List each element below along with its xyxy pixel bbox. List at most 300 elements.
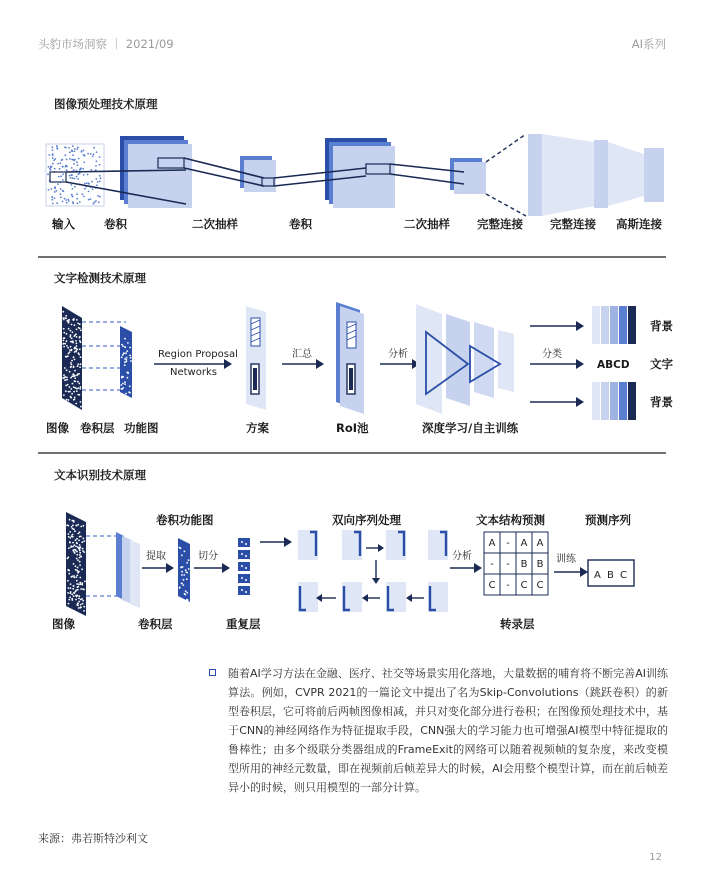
pattern-dot	[74, 397, 76, 399]
pattern-dot	[77, 567, 79, 569]
pattern-dot	[186, 562, 188, 564]
pattern-dot	[122, 387, 124, 389]
pattern-dot	[83, 174, 85, 176]
pattern-dot	[75, 576, 77, 578]
pattern-dot	[69, 531, 71, 533]
pattern-dot	[62, 311, 64, 313]
pattern-dot	[65, 379, 67, 381]
pattern-dot	[74, 148, 76, 150]
pattern-dot	[83, 196, 85, 198]
pattern-dot	[120, 384, 122, 386]
pattern-dot	[74, 359, 76, 361]
pattern-dot	[76, 580, 78, 582]
pattern-dot	[77, 589, 79, 591]
pattern-dot	[68, 603, 70, 605]
pattern-dot	[76, 176, 78, 178]
pattern-dot	[58, 176, 60, 178]
pattern-dot	[72, 331, 74, 333]
pattern-dot	[81, 541, 83, 543]
pattern-dot	[73, 585, 75, 587]
grid-cell-text: C	[536, 580, 544, 591]
pattern-dot	[80, 363, 82, 365]
pattern-dot	[80, 406, 82, 408]
pattern-dot	[71, 167, 73, 169]
recog-conv-stack	[116, 532, 140, 608]
pattern-dot	[81, 582, 83, 584]
pattern-dot	[76, 525, 78, 527]
pattern-dot	[65, 315, 67, 317]
pattern-dot	[60, 162, 62, 164]
pattern-dot	[54, 191, 56, 193]
pattern-dot	[88, 199, 90, 201]
pattern-dot	[95, 200, 97, 202]
fully-connected-1	[528, 134, 542, 216]
rpn-arrow	[154, 349, 238, 378]
pattern-dot	[62, 190, 64, 192]
pattern-dot	[57, 183, 59, 185]
pattern-dot	[76, 161, 78, 163]
pattern-dot	[98, 201, 100, 203]
pattern-dot	[74, 151, 76, 153]
pattern-dot	[71, 184, 73, 186]
pattern-dot	[100, 177, 102, 179]
pattern-dot	[60, 193, 62, 195]
extract-label: 提取	[146, 551, 166, 562]
pattern-dot	[79, 554, 81, 556]
pattern-dot	[66, 345, 68, 347]
pattern-dot	[72, 546, 74, 548]
pattern-dot	[75, 403, 77, 405]
label-bidir: 双向序列处理	[332, 513, 401, 527]
pattern-dot	[80, 556, 82, 558]
pattern-dot	[79, 328, 81, 330]
grid-cell-text: -	[490, 559, 494, 570]
pattern-dot	[79, 564, 81, 566]
pattern-dot	[73, 169, 75, 171]
label-transcribe: 转录层	[500, 617, 535, 631]
pattern-dot	[76, 575, 78, 577]
pattern-dot	[76, 558, 78, 560]
pattern-dot	[50, 166, 52, 168]
label-predict: 预测序列	[585, 513, 631, 527]
pattern-dot	[71, 393, 73, 395]
pattern-dot	[83, 525, 85, 527]
pattern-dot	[76, 319, 78, 321]
pattern-dot	[80, 167, 82, 169]
grid-cell-text: A	[488, 538, 496, 549]
pattern-dot	[62, 166, 64, 168]
pattern-dot	[82, 548, 84, 550]
pattern-dot	[73, 318, 75, 320]
proposal-panel	[246, 306, 266, 410]
pattern-dot	[47, 173, 49, 175]
pattern-dot	[79, 552, 81, 554]
pattern-dot	[75, 546, 77, 548]
pattern-dot	[84, 581, 86, 583]
pattern-dot	[73, 399, 75, 401]
pattern-dot	[79, 201, 81, 203]
pattern-dot	[78, 158, 80, 160]
pattern-dot	[77, 178, 79, 180]
pattern-dot	[70, 177, 72, 179]
pattern-dot	[64, 337, 66, 339]
pattern-dot	[54, 158, 56, 160]
pattern-dot	[130, 357, 132, 359]
pattern-dot	[72, 534, 74, 536]
label-deep-learning: 深度学习/自主训练	[422, 421, 519, 435]
pattern-dot	[76, 538, 78, 540]
pattern-dot	[68, 399, 70, 401]
pattern-dot	[81, 193, 83, 195]
pattern-dot	[181, 583, 183, 585]
analyze-arrow-3	[450, 549, 482, 573]
pattern-dot	[77, 147, 79, 149]
pattern-dot	[76, 345, 78, 347]
pattern-dot	[187, 599, 189, 601]
pattern-dot	[88, 182, 90, 184]
grid-cell-text: C	[520, 580, 528, 591]
pattern-dot	[125, 393, 127, 395]
label-recog-image: 图像	[52, 617, 75, 631]
grid-cell-text: C	[488, 580, 496, 591]
pattern-dot	[63, 328, 65, 330]
label-gaussian: 高斯连接	[616, 217, 662, 231]
pattern-dot	[184, 593, 186, 595]
pattern-dot	[122, 354, 124, 356]
classify-arrows	[530, 321, 584, 407]
pattern-dot	[74, 530, 76, 532]
pattern-dot	[99, 164, 101, 166]
pattern-dot	[68, 199, 70, 201]
pattern-dot	[72, 188, 74, 190]
pattern-dot	[68, 536, 70, 538]
pattern-dot	[81, 568, 83, 570]
pattern-dot	[76, 390, 78, 392]
pattern-dot	[179, 547, 181, 549]
pattern-dot	[76, 329, 78, 331]
pattern-dot	[72, 383, 74, 385]
label-detect-image: 图像	[46, 421, 69, 435]
pattern-dot	[77, 533, 79, 535]
pattern-dot	[48, 154, 50, 156]
pattern-dot	[127, 372, 129, 374]
pattern-dot	[71, 526, 73, 528]
pattern-dot	[181, 574, 183, 576]
pattern-dot	[124, 383, 126, 385]
pattern-dot	[72, 524, 74, 526]
aggregate-arrow	[282, 347, 324, 369]
pattern-dot	[182, 584, 184, 586]
pattern-dot	[68, 573, 70, 575]
pattern-dot	[72, 588, 74, 590]
pattern-dot	[186, 572, 188, 574]
pattern-dot	[48, 189, 50, 191]
pattern-dot	[78, 583, 80, 585]
pattern-dot	[66, 399, 68, 401]
grid-cell-text: -	[506, 559, 510, 570]
pattern-dot	[77, 365, 79, 367]
pattern-dot	[69, 336, 71, 338]
output-bottom-label: 背景	[650, 395, 673, 409]
pattern-dot	[69, 151, 71, 153]
pattern-dot	[179, 587, 181, 589]
label-recog-conv: 卷积层	[138, 617, 173, 631]
section3-title: 文本识别技术原理	[54, 468, 146, 482]
pattern-dot	[77, 524, 79, 526]
pattern-dot	[72, 542, 74, 544]
pattern-dot	[80, 583, 82, 585]
pattern-dot	[77, 164, 79, 166]
pattern-dot	[126, 361, 128, 363]
pattern-dot	[67, 558, 69, 560]
pattern-dot	[78, 354, 80, 356]
pattern-dot	[126, 350, 128, 352]
pattern-dot	[76, 343, 78, 345]
pattern-dot	[72, 154, 74, 156]
pattern-dot	[92, 155, 94, 157]
pattern-dot	[77, 595, 79, 597]
pattern-dot	[121, 377, 123, 379]
pattern-dot	[77, 173, 79, 175]
pattern-dot	[83, 161, 85, 163]
pattern-dot	[185, 590, 187, 592]
pattern-dot	[71, 535, 73, 537]
pattern-dot	[65, 147, 67, 149]
pattern-dot	[76, 583, 78, 585]
pattern-dot	[80, 536, 82, 538]
input-image	[46, 144, 104, 206]
pattern-dot	[80, 329, 82, 331]
pattern-dot	[68, 319, 70, 321]
pattern-dot	[76, 148, 78, 150]
pattern-dot	[72, 177, 74, 179]
output-stack-bottom	[592, 382, 636, 420]
pattern-dot	[52, 146, 54, 148]
seq-char-2: C	[620, 570, 627, 581]
pattern-dot	[63, 332, 65, 334]
pattern-dot	[79, 582, 81, 584]
pattern-dot	[74, 351, 76, 353]
pattern-dot	[64, 317, 66, 319]
section2-title: 文字检测技术原理	[54, 271, 146, 285]
pattern-dot	[84, 183, 86, 185]
pattern-dot	[68, 547, 70, 549]
pattern-dot	[49, 168, 51, 170]
pattern-dot	[97, 181, 99, 183]
pattern-dot	[82, 600, 84, 602]
pattern-dot	[62, 173, 64, 175]
pattern-dot	[75, 589, 77, 591]
pattern-dot	[90, 169, 92, 171]
label-fc-1: 完整连接	[477, 217, 523, 231]
pattern-dot	[70, 346, 72, 348]
pattern-dot	[80, 588, 82, 590]
pattern-dot	[72, 203, 74, 205]
pattern-dot	[64, 154, 66, 156]
label-proposal: 方案	[246, 421, 269, 435]
pattern-dot	[54, 168, 56, 170]
output-middle-label: 文字	[650, 357, 673, 371]
pattern-dot	[79, 561, 81, 563]
pattern-dot	[52, 153, 54, 155]
pattern-dot	[93, 154, 95, 156]
pattern-dot	[68, 533, 70, 535]
pattern-dot	[67, 355, 69, 357]
pattern-dot	[73, 366, 75, 368]
pattern-dot	[54, 186, 56, 188]
pattern-dot	[69, 519, 71, 521]
gaussian-connection	[608, 142, 664, 206]
analyze-label-3: 分析	[452, 551, 472, 562]
pattern-dot	[55, 190, 57, 192]
pattern-dot	[83, 610, 85, 612]
pattern-dot	[66, 377, 68, 379]
roi-pool	[336, 302, 364, 414]
pattern-dot	[130, 360, 132, 362]
pattern-dot	[75, 569, 77, 571]
pattern-dot	[75, 565, 77, 567]
split-label: 切分	[198, 551, 218, 562]
pattern-dot	[80, 386, 82, 388]
pattern-dot	[80, 356, 82, 358]
pattern-dot	[72, 145, 74, 147]
pattern-dot	[71, 349, 73, 351]
pattern-dot	[73, 563, 75, 565]
pattern-dot	[79, 366, 81, 368]
pattern-dot	[71, 364, 73, 366]
page-number: 12	[649, 852, 662, 863]
pattern-dot	[68, 321, 70, 323]
pattern-dot	[73, 356, 75, 358]
pattern-dot	[77, 381, 79, 383]
pattern-dot	[74, 552, 76, 554]
pattern-dot	[76, 336, 78, 338]
pattern-dot	[74, 178, 76, 180]
label-conv-2: 卷积	[289, 217, 312, 231]
pattern-dot	[72, 373, 74, 375]
pattern-dot	[69, 351, 71, 353]
pattern-dot	[79, 557, 81, 559]
pattern-dot	[128, 391, 130, 393]
pattern-dot	[63, 374, 65, 376]
seq-char-0: A	[594, 570, 601, 581]
pattern-dot	[188, 559, 190, 561]
pattern-dot	[84, 155, 86, 157]
pattern-dot	[66, 333, 68, 335]
pattern-dot	[67, 347, 69, 349]
source-note: 来源：弗若斯特沙利文	[38, 832, 148, 845]
label-roi: RoI池	[336, 421, 369, 435]
pattern-dot	[77, 559, 79, 561]
pattern-dot	[80, 599, 82, 601]
pattern-dot	[63, 346, 65, 348]
pattern-dot	[78, 373, 80, 375]
pattern-dot	[96, 160, 98, 162]
split-arrow	[194, 549, 230, 573]
pattern-dot	[74, 186, 76, 188]
pattern-dot	[56, 202, 58, 204]
pattern-dot	[96, 184, 98, 186]
pattern-dot	[78, 595, 80, 597]
label-repeat: 重复层	[226, 617, 261, 631]
pattern-dot	[78, 598, 80, 600]
pattern-dot	[183, 579, 185, 581]
pattern-dot	[54, 197, 56, 199]
pattern-dot	[80, 607, 82, 609]
pattern-dot	[76, 551, 78, 553]
pattern-dot	[70, 591, 72, 593]
pattern-dot	[62, 377, 64, 379]
feature-map-layer	[120, 326, 132, 398]
pattern-dot	[76, 543, 78, 545]
pattern-dot	[129, 347, 131, 349]
paragraph-bullet-icon	[209, 669, 216, 676]
pattern-dot	[84, 188, 86, 190]
pattern-dot	[69, 537, 71, 539]
pattern-dot	[73, 575, 75, 577]
pattern-dot	[180, 566, 182, 568]
subsample-layer-2	[450, 158, 486, 194]
pattern-dot	[71, 375, 73, 377]
classify-label: 分类	[542, 349, 562, 360]
pattern-dot	[79, 577, 81, 579]
pattern-dot	[62, 317, 64, 319]
pattern-dot	[74, 380, 76, 382]
pattern-dot	[73, 160, 75, 162]
text-detection-diagram	[0, 296, 710, 442]
pattern-dot	[79, 394, 81, 396]
pattern-dot	[52, 203, 54, 205]
label-conv-1: 卷积	[104, 217, 127, 231]
pattern-dot	[68, 599, 70, 601]
pattern-dot	[79, 550, 81, 552]
pattern-dot	[83, 606, 85, 608]
bidir-in-arrow	[260, 537, 292, 547]
pattern-dot	[64, 198, 66, 200]
pattern-dot	[69, 158, 71, 160]
pattern-dot	[79, 544, 81, 546]
grid-cell-text: -	[506, 538, 510, 549]
pattern-dot	[64, 367, 66, 369]
pattern-dot	[71, 174, 73, 176]
pattern-dot	[71, 598, 73, 600]
pattern-dot	[77, 323, 79, 325]
pattern-dot	[185, 569, 187, 571]
pattern-dot	[72, 528, 74, 530]
pattern-dot	[67, 587, 69, 589]
pattern-dot	[82, 538, 84, 540]
pattern-dot	[127, 342, 129, 344]
pattern-dot	[63, 340, 65, 342]
pattern-dot	[94, 201, 96, 203]
pattern-dot	[69, 391, 71, 393]
output-abcd: ABCD	[597, 359, 630, 371]
pattern-dot	[83, 150, 85, 152]
pattern-dot	[126, 359, 128, 361]
grid-cell-text: -	[506, 580, 510, 591]
pattern-dot	[77, 572, 79, 574]
conv-layer-2	[325, 138, 395, 208]
repeat-layer	[238, 538, 250, 595]
label-feature-map: 卷积功能图	[156, 513, 214, 527]
pattern-dot	[65, 356, 67, 358]
pattern-dot	[79, 388, 81, 390]
pattern-dot	[63, 343, 65, 345]
pattern-dot	[183, 574, 185, 576]
rpn-label-line2: Networks	[170, 367, 217, 378]
pattern-dot	[77, 603, 79, 605]
pattern-dot	[125, 352, 127, 354]
